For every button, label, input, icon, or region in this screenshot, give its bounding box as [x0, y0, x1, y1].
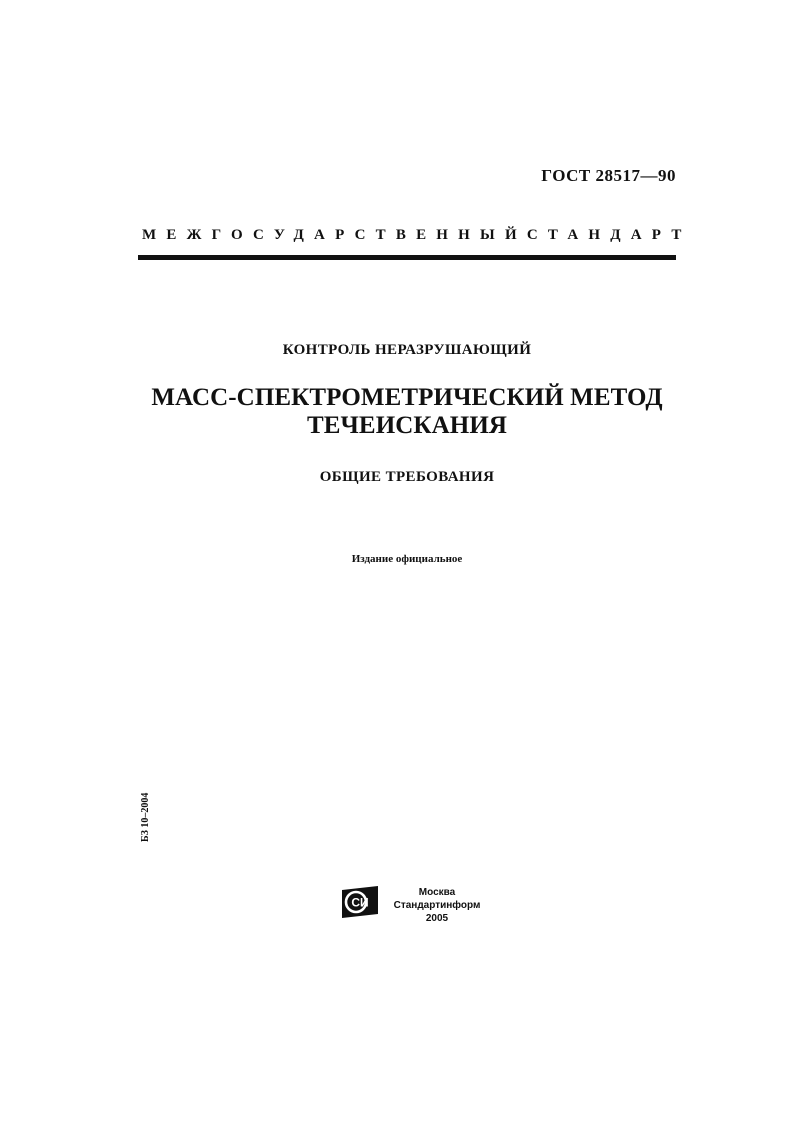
- side-code: БЗ 10–2004: [140, 792, 151, 842]
- document-number: ГОСТ 28517—90: [541, 166, 676, 185]
- title-line-2: ТЕЧЕИСКАНИЯ: [306, 412, 508, 439]
- standard-subtitle: ОБЩИЕ ТРЕБОВАНИЯ: [319, 469, 495, 485]
- document-type-word-2: СТАНДАРТ: [526, 227, 692, 243]
- edition-note: Издание официальное: [351, 553, 463, 565]
- standard-category: КОНТРОЛЬ НЕРАЗРУШАЮЩИЙ: [282, 342, 532, 358]
- publisher-name: Стандартинформ: [393, 900, 481, 911]
- document-type-heading: [142, 227, 692, 244]
- publisher-block: [392, 886, 482, 925]
- publisher-year: 2005: [425, 913, 449, 924]
- logo-lettering: СИ: [351, 895, 369, 910]
- title-line-1: МАСС-СПЕКТРОМЕТРИЧЕСКИЙ МЕТОД: [151, 384, 663, 411]
- header-rule: [138, 255, 676, 260]
- standard-title: [138, 384, 676, 440]
- publisher-city: Москва: [418, 887, 456, 898]
- document-type-word-1: МЕЖГОСУДАРСТВЕННЫЙ: [142, 227, 527, 243]
- standartinform-logo-icon: [338, 885, 382, 919]
